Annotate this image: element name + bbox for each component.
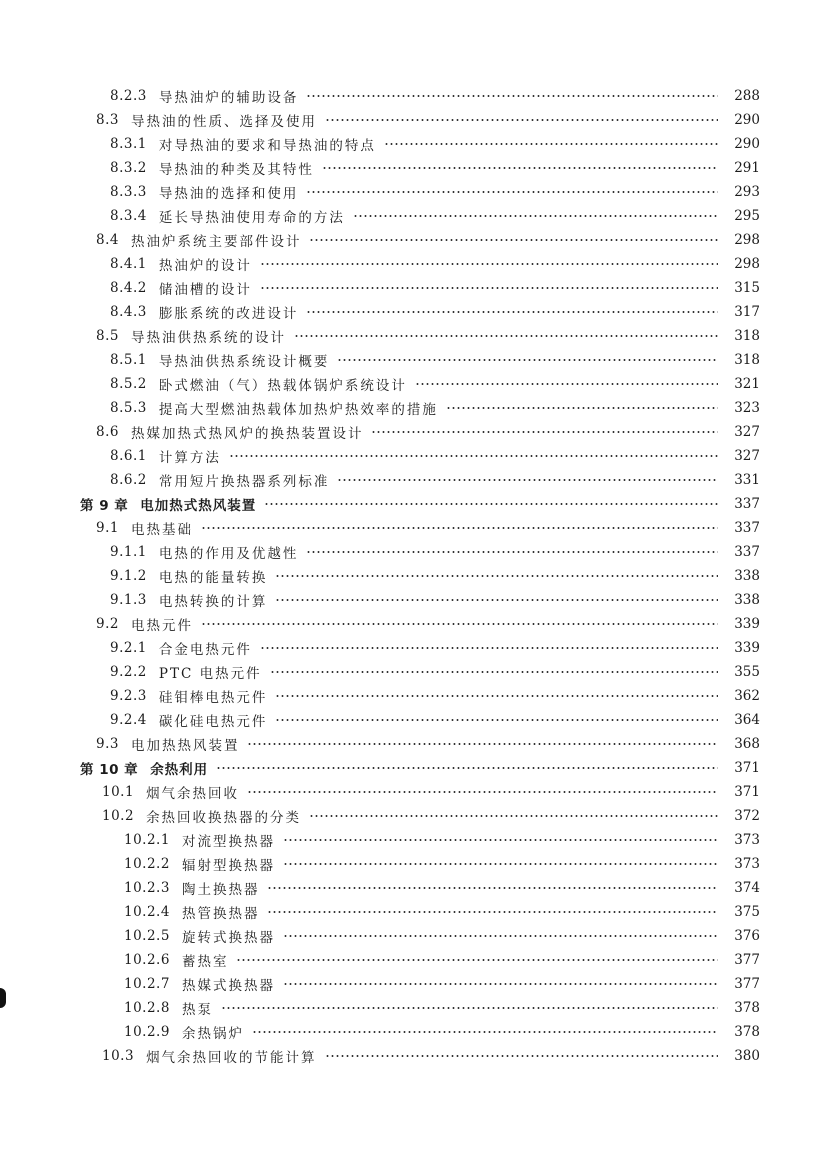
toc-entry-number: 8.6 (96, 424, 119, 440)
toc-chapter-row (0, 756, 827, 780)
dot-leader (294, 329, 718, 343)
toc-entry-title: 电热元件 (130, 618, 193, 634)
toc-entry-row (0, 924, 827, 948)
toc-entry-number: 第 10 章 (80, 762, 139, 778)
toc-entry-number: 10.2.4 (124, 904, 170, 920)
toc-entry-title: 余热锅炉 (181, 1026, 244, 1042)
toc-page-number: 291 (734, 160, 760, 176)
toc-page-number: 380 (734, 1048, 760, 1064)
toc-page-number: 318 (734, 352, 760, 368)
toc-page-number: 337 (734, 496, 760, 512)
toc-entry-title: 膨胀系统的改进设计 (158, 306, 299, 322)
toc-entry-number: 10.2.6 (124, 952, 170, 968)
toc-entry-number: 8.4.1 (110, 256, 147, 272)
toc-entry-number: 10.2.5 (124, 928, 170, 944)
toc-entry-title: 导热油的选择和使用 (158, 186, 299, 202)
toc-entry-row (0, 708, 827, 732)
toc-entry-number: 10.2 (102, 808, 135, 824)
toc-entry-title: 电加热热风装置 (130, 738, 240, 754)
toc-entry-number: 9.2.2 (110, 664, 147, 680)
toc-entry-row (0, 444, 827, 468)
dot-leader (270, 665, 718, 679)
toc-page-number: 288 (734, 88, 760, 104)
toc-entry-number: 10.2.9 (124, 1024, 170, 1040)
toc-page-number: 318 (734, 328, 760, 344)
toc-page-number: 378 (734, 1024, 760, 1040)
toc-page-number: 293 (734, 184, 760, 200)
toc-entry-number: 10.2.2 (124, 856, 170, 872)
toc-page-number: 323 (734, 400, 760, 416)
toc-entry-row (0, 948, 827, 972)
toc-entry-title: 热油炉的设计 (158, 258, 252, 274)
toc-entry-number: 9.1.2 (110, 568, 147, 584)
dot-leader (264, 497, 718, 511)
toc-entry-row (0, 540, 827, 564)
toc-entry-title: 合金电热元件 (158, 642, 252, 658)
toc-page-number: 298 (734, 232, 760, 248)
toc-page-number: 298 (734, 256, 760, 272)
toc-entry-title: 电加热式热风装置 (140, 498, 257, 514)
toc-entry-title: 延长导热油使用寿命的方法 (158, 210, 345, 226)
dot-leader (260, 257, 718, 271)
toc-page-number: 337 (734, 520, 760, 536)
toc-entry-title: 卧式燃油（气）热载体锅炉系统设计 (158, 378, 407, 394)
dot-leader (353, 209, 718, 223)
toc-page-number: 331 (734, 472, 760, 488)
toc-entry-row (0, 852, 827, 876)
toc-entry-row (0, 156, 827, 180)
dot-leader (260, 641, 718, 655)
dot-leader (260, 281, 718, 295)
toc-page-number: 338 (734, 568, 760, 584)
dot-leader (384, 137, 718, 151)
dot-leader (309, 809, 718, 823)
toc-entry-title: 导热油供热系统设计概要 (158, 354, 330, 370)
toc-entry-title: 烟气余热回收 (146, 786, 240, 802)
toc-entry-row (0, 996, 827, 1020)
toc-page-number: 327 (734, 424, 760, 440)
toc-entry-number: 10.2.3 (124, 880, 170, 896)
dot-leader (201, 617, 718, 631)
toc-entry-number: 8.5.3 (110, 400, 147, 416)
toc-page-number: 290 (734, 112, 760, 128)
toc-entry-row (0, 804, 827, 828)
toc-entry-row (0, 588, 827, 612)
toc-entry-title: PTC 电热元件 (158, 666, 262, 682)
toc-page-number: 368 (734, 736, 760, 752)
dot-leader (221, 1001, 718, 1015)
toc-entry-row (0, 420, 827, 444)
dot-leader (306, 545, 718, 559)
toc-page-number: 373 (734, 832, 760, 848)
toc-entry-row (0, 132, 827, 156)
toc-entry-number: 8.4.2 (110, 280, 147, 296)
toc-entry-number: 8.3.1 (110, 136, 147, 152)
toc-entry-row (0, 1044, 827, 1068)
toc-entry-title: 常用短片换热器系列标准 (158, 474, 330, 490)
dot-leader (446, 401, 718, 415)
toc-entry-row (0, 636, 827, 660)
toc-entry-number: 8.6.2 (110, 472, 147, 488)
toc-page-number: 372 (734, 808, 760, 824)
dot-leader (371, 425, 718, 439)
toc-entry-title: 热媒加热式热风炉的换热装置设计 (130, 426, 364, 442)
toc-entry-title: 热油炉系统主要部件设计 (130, 234, 302, 250)
toc-entry-number: 9.2.4 (110, 712, 147, 728)
dot-leader (306, 185, 718, 199)
toc-entry-row (0, 108, 827, 132)
toc-entry-number: 10.2.7 (124, 976, 170, 992)
toc-entry-row (0, 468, 827, 492)
toc-entry-number: 10.1 (102, 784, 135, 800)
toc-entry-number: 8.5 (96, 328, 119, 344)
toc-entry-number: 10.2.8 (124, 1000, 170, 1016)
dot-leader (322, 161, 718, 175)
toc-entry-title: 提高大型燃油热载体加热炉热效率的措施 (158, 402, 438, 418)
toc-page-number: 321 (734, 376, 760, 392)
toc-entry-row (0, 84, 827, 108)
toc-page-number: 295 (734, 208, 760, 224)
toc-page-number: 362 (734, 688, 760, 704)
toc-page-number: 290 (734, 136, 760, 152)
toc-entry-title: 旋转式换热器 (181, 930, 275, 946)
dot-leader (306, 305, 718, 319)
toc-entry-number: 10.2.1 (124, 832, 170, 848)
dot-leader (275, 569, 718, 583)
toc-entry-number: 9.2.1 (110, 640, 147, 656)
toc-entry-number: 8.4.3 (110, 304, 147, 320)
toc-entry-number: 10.3 (102, 1048, 135, 1064)
toc-entry-row (0, 684, 827, 708)
toc-entry-title: 烟气余热回收的节能计算 (146, 1050, 317, 1066)
toc-entry-row (0, 972, 827, 996)
toc-entry-row (0, 732, 827, 756)
dot-leader (267, 881, 718, 895)
dot-leader (325, 113, 718, 127)
toc-entry-number: 8.3.2 (110, 160, 147, 176)
toc-entry-row (0, 228, 827, 252)
toc-entry-number: 9.1.3 (110, 592, 147, 608)
toc-entry-row (0, 348, 827, 372)
toc-entry-title: 余热回收换热器的分类 (146, 810, 302, 826)
toc-page-number: 317 (734, 304, 760, 320)
toc-entry-title: 蓄热室 (181, 954, 229, 970)
toc-entry-number: 8.4 (96, 232, 119, 248)
toc-page-number: 377 (734, 952, 760, 968)
dot-leader (236, 953, 718, 967)
dot-leader (229, 449, 718, 463)
toc-entry-number: 8.3 (96, 112, 119, 128)
toc-entry-number: 9.1 (96, 520, 119, 536)
toc-entry-number: 第 9 章 (80, 498, 129, 514)
toc-page-number: 376 (734, 928, 760, 944)
table-of-contents (0, 84, 827, 1068)
dot-leader (337, 473, 718, 487)
toc-entry-number: 8.3.4 (110, 208, 147, 224)
toc-entry-number: 9.2.3 (110, 688, 147, 704)
dot-leader (247, 737, 718, 751)
toc-page-number: 355 (734, 664, 760, 680)
toc-page-number: 338 (734, 592, 760, 608)
toc-entry-row (0, 300, 827, 324)
toc-entry-row (0, 372, 827, 396)
toc-page-number: 377 (734, 976, 760, 992)
toc-entry-number: 8.3.3 (110, 184, 147, 200)
dot-leader (201, 521, 718, 535)
toc-entry-row (0, 900, 827, 924)
toc-page-number: 339 (734, 616, 760, 632)
toc-entry-row (0, 204, 827, 228)
toc-entry-title: 辐射型换热器 (181, 858, 275, 874)
dot-leader (283, 929, 718, 943)
toc-entry-number: 8.5.2 (110, 376, 147, 392)
dot-leader (309, 233, 718, 247)
toc-entry-title: 热媒式换热器 (181, 978, 275, 994)
dot-leader (275, 593, 718, 607)
toc-page-number: 337 (734, 544, 760, 560)
toc-page-number: 374 (734, 880, 760, 896)
toc-entry-title: 硅钼棒电热元件 (158, 690, 268, 706)
toc-entry-row (0, 180, 827, 204)
toc-entry-number: 8.6.1 (110, 448, 147, 464)
toc-entry-title: 导热油供热系统的设计 (130, 330, 286, 346)
toc-page-number: 371 (734, 784, 760, 800)
dot-leader (252, 1025, 718, 1039)
toc-entry-title: 计算方法 (158, 450, 221, 466)
toc-entry-number: 8.5.1 (110, 352, 147, 368)
toc-entry-title: 电热的作用及优越性 (158, 546, 299, 562)
toc-entry-title: 储油槽的设计 (158, 282, 252, 298)
toc-entry-title: 导热油的种类及其特性 (158, 162, 314, 178)
toc-entry-title: 导热油炉的辅助设备 (158, 90, 299, 106)
dot-leader (283, 977, 718, 991)
toc-entry-row (0, 516, 827, 540)
toc-entry-number: 9.2 (96, 616, 119, 632)
dot-leader (275, 689, 718, 703)
toc-entry-row (0, 1020, 827, 1044)
toc-entry-row (0, 876, 827, 900)
toc-entry-title: 对导热油的要求和导热油的特点 (158, 138, 376, 154)
dot-leader (267, 905, 718, 919)
dot-leader (325, 1049, 718, 1063)
dot-leader (216, 761, 718, 775)
toc-page-number: 373 (734, 856, 760, 872)
toc-page-number: 378 (734, 1000, 760, 1016)
toc-entry-row (0, 276, 827, 300)
toc-entry-title: 对流型换热器 (181, 834, 275, 850)
toc-entry-row (0, 780, 827, 804)
toc-entry-number: 8.2.3 (110, 88, 147, 104)
toc-page-number: 315 (734, 280, 760, 296)
toc-page-number: 371 (734, 760, 760, 776)
toc-page-number: 327 (734, 448, 760, 464)
toc-entry-title: 余热利用 (150, 762, 209, 778)
dot-leader (415, 377, 718, 391)
toc-entry-row (0, 660, 827, 684)
toc-entry-row (0, 324, 827, 348)
toc-entry-title: 电热基础 (130, 522, 193, 538)
toc-entry-row (0, 612, 827, 636)
dot-leader (337, 353, 718, 367)
toc-entry-title: 热泵 (181, 1002, 213, 1018)
toc-entry-title: 导热油的性质、选择及使用 (130, 114, 317, 130)
toc-entry-title: 电热转换的计算 (158, 594, 268, 610)
dot-leader (247, 785, 718, 799)
toc-entry-title: 热管换热器 (181, 906, 260, 922)
toc-entry-row (0, 564, 827, 588)
toc-entry-number: 9.3 (96, 736, 119, 752)
toc-page-number: 364 (734, 712, 760, 728)
toc-entry-row (0, 828, 827, 852)
toc-entry-title: 碳化硅电热元件 (158, 714, 268, 730)
dot-leader (283, 833, 718, 847)
toc-page-number: 375 (734, 904, 760, 920)
toc-entry-title: 陶土换热器 (181, 882, 260, 898)
toc-entry-number: 9.1.1 (110, 544, 147, 560)
toc-entry-row (0, 396, 827, 420)
dot-leader (306, 89, 718, 103)
toc-entry-title: 电热的能量转换 (158, 570, 268, 586)
toc-page-number: 339 (734, 640, 760, 656)
toc-chapter-row (0, 492, 827, 516)
dot-leader (283, 857, 718, 871)
dot-leader (275, 713, 718, 727)
toc-entry-row (0, 252, 827, 276)
